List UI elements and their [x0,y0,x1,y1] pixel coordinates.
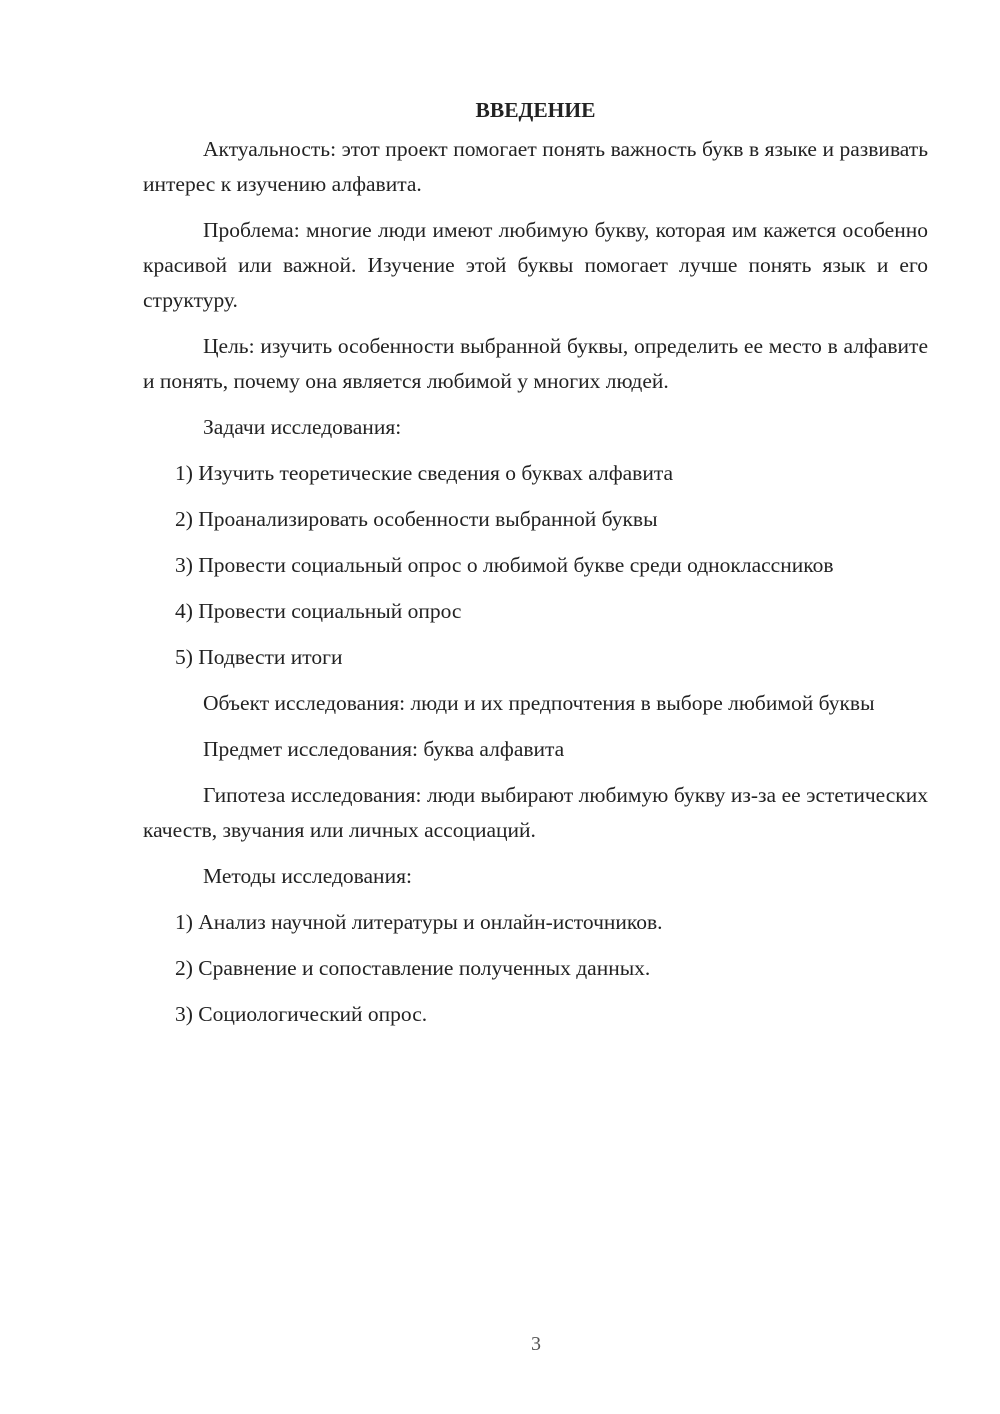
method-item-1: 1) Анализ научной литературы и онлайн-источников. [175,910,663,934]
task-item-2: 2) Проанализировать особенности выбранной буквы [175,507,658,531]
subject-paragraph: Предмет исследования: буква алфавита [203,737,565,761]
goal-paragraph: Цель: изучить особенности выбранной буквы, определить ее место в алфавите и понять, почему она является любимой у многих людей. [143,334,928,393]
tasks-heading: Задачи исследования: [203,415,402,439]
method-item-3: 3) Социологический опрос. [175,1002,428,1026]
object-paragraph: Объект исследования: люди и их предпочтения в выборе любимой буквы [203,691,875,715]
task-item-5: 5) Подвести итоги [175,645,343,669]
task-item-1: 1) Изучить теоретические сведения о буквах алфавита [175,461,674,485]
document-page [143,96,928,1043]
page-number: 3 [531,1333,541,1355]
methods-heading: Методы исследования: [203,864,412,888]
task-item-3: 3) Провести социальный опрос о любимой букве среди одноклассников [175,553,834,577]
hypothesis-paragraph: Гипотеза исследования: люди выбирают любимую букву из-за ее эстетических качеств, звучания или личных ассоциаций. [143,783,928,842]
task-item-4: 4) Провести социальный опрос [175,599,462,623]
relevance-paragraph: Актуальность: этот проект помогает понять важность букв в языке и развивать интерес к изучению алфавита. [143,137,928,196]
section-title: ВВЕДЕНИЕ [475,98,596,122]
method-item-2: 2) Сравнение и сопоставление полученных данных. [175,956,651,980]
problem-paragraph: Проблема: многие люди имеют любимую букву, которая им кажется особенно красивой или важной. Изучение этой буквы помогает лучше понять язык и его структуру. [143,218,928,312]
